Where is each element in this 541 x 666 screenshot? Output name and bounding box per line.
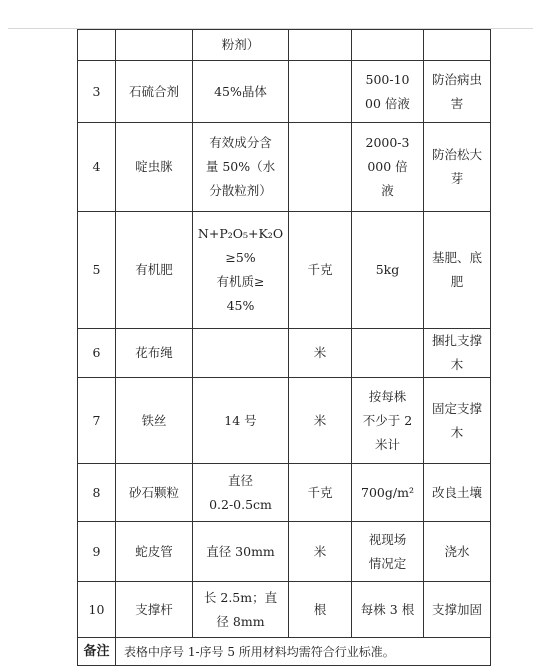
cell-spec-line: 长 2.5m；直 [203,589,278,605]
cell-unit [289,123,352,212]
cell-name: 砂石颗粒 [116,464,193,522]
cell-spec-line: N+P₂O₅+K₂O [197,226,284,241]
cell-unit: 米 [289,378,352,464]
cell-spec-line: 粉剂） [221,37,260,52]
cell-spec-line: 45% [226,298,255,313]
cell-qty-line: 2000-3 [365,135,410,150]
cell-name: 蛇皮管 [116,522,193,582]
cell-use: 捆扎支撑木 [424,329,491,378]
cell-spec [193,582,289,638]
cell-qty [352,123,424,212]
cell-use: 防治病虫害 [424,61,491,123]
table-row [78,329,491,378]
cell-unit: 千克 [289,464,352,522]
cell-no: 5 [78,212,116,329]
cell-spec: 直径 30mm [193,522,289,582]
cell-qty [352,30,424,61]
cell-use: 基肥、底肥 [424,212,491,329]
cell-no [78,30,116,61]
cell-spec [193,61,289,123]
cell-spec-line: 0.2-0.5cm [209,496,272,512]
cell-spec-line: 径 8mm [216,613,265,629]
cell-use: 固定支撑木 [424,378,491,464]
cell-qty-line: 米计 [374,436,400,452]
cell-spec-line: 量 50%（水 [205,159,276,174]
cell-qty-line: 不少于 2 [362,412,413,428]
cell-no: 4 [78,123,116,212]
cell-qty-line: 500-10 [365,71,410,87]
cell-no: 10 [78,582,116,638]
table-row [78,582,491,638]
cell-use: 浇水 [424,522,491,582]
cell-qty-line: 情况定 [368,555,407,571]
cell-spec [193,464,289,522]
cell-unit: 根 [289,582,352,638]
note-row [78,638,491,666]
cell-qty: 700g/m² [352,464,424,522]
cell-name: 石硫合剂 [116,61,193,123]
cell-name: 有机肥 [116,212,193,329]
table-row [78,464,491,522]
cell-use [424,123,491,212]
cell-spec [193,30,289,61]
cell-name: 铁丝 [116,378,193,464]
cell-name: 啶虫脒 [116,123,193,212]
cell-no: 8 [78,464,116,522]
cell-name [116,30,193,61]
cell-name: 支撑杆 [116,582,193,638]
cell-name: 花布绳 [116,329,193,378]
cell-no: 3 [78,61,116,123]
cell-spec [193,329,289,378]
cell-qty [352,522,424,582]
cell-unit: 米 [289,329,352,378]
table-row [78,522,491,582]
cell-unit [289,61,352,123]
cell-spec [193,212,289,329]
cell-use: 支撑加固 [424,582,491,638]
cell-spec [193,123,289,212]
cell-qty [352,378,424,464]
cell-spec: 14 号 [193,378,289,464]
cell-spec-line: 分散粒剂） [209,183,272,198]
cell-qty: 5kg [352,212,424,329]
cell-use: 改良土壤 [424,464,491,522]
cell-spec-line: 有机质≥ [216,274,265,289]
cell-spec-line: 有效成分含 [209,135,272,150]
cell-qty-line: 00 倍液 [365,95,410,111]
cell-use [424,30,491,61]
cell-spec-line: ≥5% [225,250,256,265]
materials-table [77,29,491,666]
cell-no: 6 [78,329,116,378]
cell-no: 7 [78,378,116,464]
cell-qty [352,61,424,123]
cell-use-line: 防治松大 [431,147,482,162]
cell-no: 9 [78,522,116,582]
cell-qty-line: 液 [381,183,394,198]
cell-qty-line: 000 倍 [367,159,408,174]
cell-use-line: 芽 [450,171,464,186]
note-text: 表格中序号 1-序号 5 所用材料均需符合行业标准。 [116,638,491,666]
cell-qty [352,329,424,378]
table-row [78,212,491,329]
cell-unit: 千克 [289,212,352,329]
cell-unit [289,30,352,61]
materials-table-body [78,30,491,666]
cell-qty-line: 按每株 [368,388,407,404]
cell-unit: 米 [289,522,352,582]
table-row [78,30,491,61]
table-row [78,61,491,123]
cell-qty-line: 视现场 [368,531,407,547]
cell-spec-line: 直径 [227,472,253,488]
table-row [78,378,491,464]
cell-qty: 每株 3 根 [352,582,424,638]
note-label: 备注 [78,638,116,666]
table-row [78,123,491,212]
cell-spec-line: 45%晶体 [214,83,267,99]
